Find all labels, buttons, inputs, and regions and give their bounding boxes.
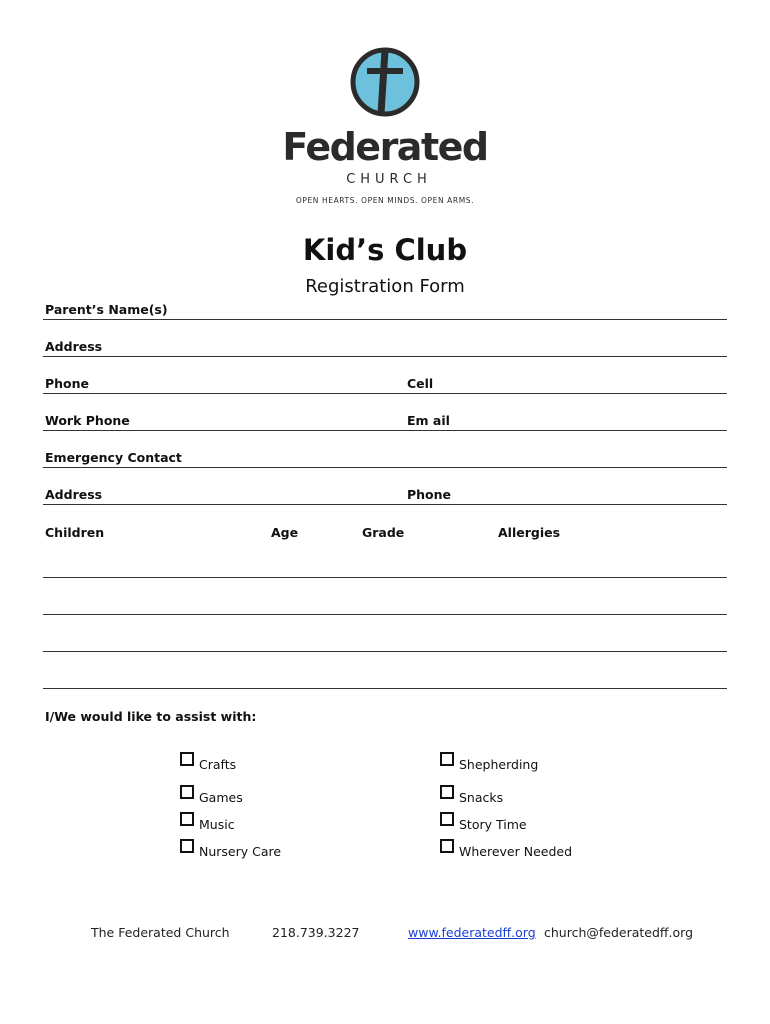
story-time-label: Story Time bbox=[459, 817, 527, 832]
phone-label: Phone bbox=[45, 376, 90, 391]
grade-column-header: Grade bbox=[362, 525, 405, 540]
music-label: Music bbox=[199, 817, 235, 832]
phone-cell-line[interactable] bbox=[43, 393, 727, 394]
shepherding-checkbox[interactable] bbox=[440, 752, 454, 766]
page-title: Kid’s Club bbox=[302, 233, 468, 267]
page-subtitle: Registration Form bbox=[305, 276, 465, 297]
crafts-checkbox[interactable] bbox=[180, 752, 194, 766]
snacks-label: Snacks bbox=[459, 790, 504, 805]
shepherding-label: Shepherding bbox=[459, 757, 539, 772]
emergency-address-phone-line[interactable] bbox=[43, 504, 727, 505]
emergency-contact-label: Emergency Contact bbox=[45, 450, 182, 465]
nursery-care-checkbox[interactable] bbox=[180, 839, 194, 853]
assist-heading: I/We would like to assist with: bbox=[45, 709, 257, 724]
footer-org: The Federated Church bbox=[91, 925, 230, 940]
address-label: Address bbox=[45, 339, 103, 354]
games-checkbox[interactable] bbox=[180, 785, 194, 799]
crafts-label: Crafts bbox=[199, 757, 237, 772]
work-phone-email-line[interactable] bbox=[43, 430, 727, 431]
allergies-column-header: Allergies bbox=[498, 525, 561, 540]
child-row-line[interactable] bbox=[43, 651, 727, 652]
emergency-phone-label: Phone bbox=[407, 487, 452, 502]
age-column-header: Age bbox=[271, 525, 299, 540]
child-row-line[interactable] bbox=[43, 577, 727, 578]
snacks-checkbox[interactable] bbox=[440, 785, 454, 799]
footer-phone: 218.739.3227 bbox=[272, 925, 360, 940]
address-line[interactable] bbox=[43, 356, 727, 357]
nursery-care-label: Nursery Care bbox=[199, 844, 282, 859]
music-checkbox[interactable] bbox=[180, 812, 194, 826]
emergency-address-label: Address bbox=[45, 487, 103, 502]
footer-website-link[interactable]: www.federatedff.org bbox=[408, 925, 536, 940]
games-label: Games bbox=[199, 790, 243, 805]
cell-label: Cell bbox=[407, 376, 434, 391]
email-label: Em ail bbox=[407, 413, 450, 428]
children-column-header: Children bbox=[45, 525, 105, 540]
parents-name-label: Parent’s Name(s) bbox=[45, 302, 168, 317]
brand-name: Federated bbox=[282, 125, 488, 169]
tagline: OPEN HEARTS. OPEN MINDS. OPEN ARMS. bbox=[295, 196, 475, 205]
footer-email: church@federatedff.org bbox=[544, 925, 694, 940]
child-row-line[interactable] bbox=[43, 614, 727, 615]
wherever-needed-checkbox[interactable] bbox=[440, 839, 454, 853]
emergency-contact-line[interactable] bbox=[43, 467, 727, 468]
story-time-checkbox[interactable] bbox=[440, 812, 454, 826]
brand-sub: CHURCH bbox=[346, 172, 432, 187]
cross-circle-icon bbox=[347, 44, 423, 120]
parents-name-line[interactable] bbox=[43, 319, 727, 320]
child-row-line[interactable] bbox=[43, 688, 727, 689]
wherever-needed-label: Wherever Needed bbox=[459, 844, 573, 859]
work-phone-label: Work Phone bbox=[45, 413, 130, 428]
